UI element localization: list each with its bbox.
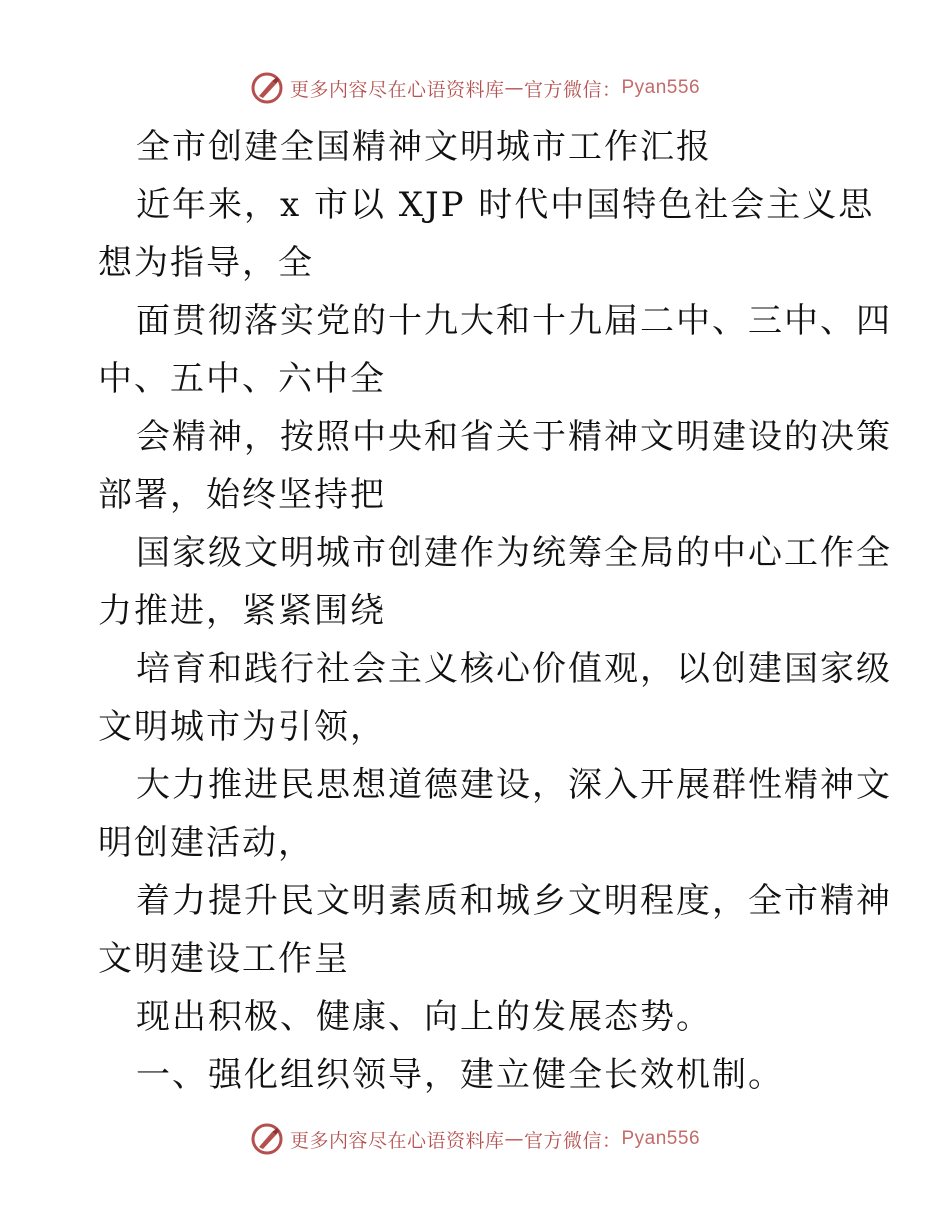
text-line: 国家级文明城市创建作为统筹全局的中心工作全 [136,533,892,573]
text-line: 面贯彻落实党的十九大和十九届二中、三中、四 [136,301,892,341]
watermark-text: 更多内容尽在心语资料库 [289,78,505,101]
watermark-label: 官方微信： [523,1129,622,1152]
text-line: 大力推进民思想道德建设，深入开展群性精神文 [136,765,892,805]
text-line: 文明城市为引领， [98,707,386,747]
footer-watermark [0,1119,950,1159]
text-line: 文明建设工作呈 [98,939,350,979]
document-body [98,118,892,1104]
watermark-account: Pyan556 [621,1128,701,1149]
section-heading: 一、强化组织领导，建立健全长效机制。 [136,1055,784,1095]
text-line: 中、五中、六中全 [98,359,386,399]
text-line: 力推进，紧紧围绕 [98,591,386,631]
text-line: 明创建活动， [98,823,314,863]
watermark-dash: — [504,77,524,99]
header-watermark [0,68,950,108]
text-line: 现出积极、健康、向上的发展态势。 [136,997,712,1037]
quill-logo-icon [250,71,284,105]
text-line: 着力提升民文明素质和城乡文明程度，全市精神 [136,881,892,921]
watermark-text: 更多内容尽在心语资料库 [289,1129,505,1152]
text-line: 培育和践行社会主义核心价值观，以创建国家级 [136,649,892,689]
text-line: 会精神，按照中央和省关于精神文明建设的决策 [136,417,892,457]
watermark-dash: — [504,1128,524,1150]
watermark-account: Pyan556 [621,77,701,98]
text-line: 部署，始终坚持把 [98,475,386,515]
quill-logo-icon [250,1122,284,1156]
watermark-label: 官方微信： [523,78,622,101]
text-line: 近年来，x 市以 XJP 时代中国特色社会主义思 [136,185,875,225]
text-line: 想为指导，全 [98,243,314,283]
document-title: 全市创建全国精神文明城市工作汇报 [136,127,712,167]
